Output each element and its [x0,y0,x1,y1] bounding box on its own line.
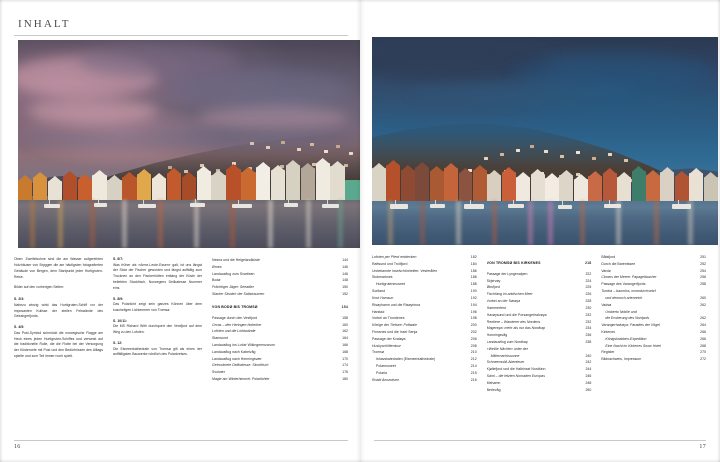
toc-entry-page: 182 [470,255,477,259]
toc-entry-page: 188 [470,275,477,280]
note-text: Was früher als «Arme-Leute-Essen» galt, ist uns längst der Stolz der Fischer geworden und längst auffällig zum Trocknen an den Fischerhütten entlang der Küste der beliebten Stockfisch, Norwegens Delikatesse Nummer eins. [113,262,203,290]
toc-entry-page: 226 [585,292,592,297]
toc-entry[interactable] [487,339,592,346]
toc-entry-title: Passage durch den Vestfjord [212,315,258,320]
page-title: INHALT [18,18,71,30]
toc-entry-page: 238 [585,339,592,344]
note-block [14,325,103,360]
toc-entry[interactable] [487,284,592,291]
toc-entry[interactable] [601,254,706,261]
note-block [14,297,103,320]
toc-entry-page: 206 [470,336,477,341]
note-text: Das Post-Symbol schmückt die norwegische Flagge am Heck eines jeden Hurtigruten-Schiffes und verweist auf die traditionelle Rolle, die die Flotte bei der Versorgung der Küstenorte mit Post und den Bedürfnissen des Alltags spielte und zum Teil immer noch spielt. [14,330,104,359]
toc-entry-page: 240 [585,353,592,358]
toc-entry[interactable] [372,309,477,316]
toc-entry-title: «Weiße Nächte» unter der [486,346,528,351]
toc-entry[interactable] [372,295,477,302]
toc-entry[interactable] [487,387,592,394]
toc-entry-title: Vadsø [601,302,612,307]
toc-entry[interactable] [487,366,592,373]
toc-entry-page: 216 [470,377,477,382]
notes-column-2 [113,257,202,383]
toc-entry[interactable] [601,336,706,343]
toc-entry-title: Tromsø [372,350,384,355]
note-heading: S. 10/11: [113,318,128,323]
toc-column-rp-left [372,254,477,393]
note-heading: S. 2/3: [14,297,25,302]
toc-entry-page: 244 [585,367,592,372]
notes-column-1 [14,257,103,383]
toc-entry-page: 230 [585,305,592,310]
toc-entry[interactable] [212,349,348,356]
toc-entry-page: 188 [470,282,477,287]
toc-entry[interactable] [487,373,592,380]
toc-entry-title: Sámi – die letzten Nomaden Europas [486,374,545,378]
toc-entry-page: 164 [342,336,349,341]
toc-entry-title: Umberto Nobile und [605,309,637,314]
toc-entry[interactable] [601,343,706,350]
toc-entry-title: Stokmarknes [372,275,393,280]
toc-entry-page: 170 [342,356,349,361]
toc-entry-title: Båtsfjord [601,255,616,259]
toc-entry-page: 268 [700,343,707,348]
toc-entry[interactable] [601,281,706,288]
toc-entry[interactable] [212,291,348,298]
toc-entry-page: 242 [585,360,592,365]
note-text: Nahezu winzig wirkt das Hurtigruten-Schiff vor der imposanten Kulisse der steilen Felswände des Geirangerfjords. [14,302,104,319]
toc-entry-title: Roald Amundsen [372,377,399,382]
toc-entry[interactable] [372,377,477,384]
note-text: Bilder auf den vorherigen Seiten: [14,285,65,290]
note-text: Das Polarlicht zeigt sein ganzes Können über dem kuscheligen Lichtermeer von Tromsø. [113,302,203,313]
left-page-columns [14,257,348,383]
toc-entry-title: Durch die Barentssee [601,261,636,266]
toc-entry-page: 160 [342,322,349,327]
note-block [14,257,103,280]
toc-entry-page: 210 [470,350,477,355]
toc-entry-page: 168 [342,349,349,354]
toc-entry-title: Eine Nacht im Kirkenes Snow Hotel [605,343,661,348]
toc-entry-title: Hurtigrutenmuseet [376,282,405,287]
toc-entry-page: 214 [470,364,477,368]
toc-entry-title: Svolvær [212,370,225,375]
toc-entry-page: 194 [470,302,477,307]
toc-entry-page: 146 [342,264,349,269]
toc-entry-title: Fischfang im arktischen Meer [486,292,533,297]
page-number: 16 [14,444,21,450]
note-block [113,257,202,292]
toc-entry-title: Berlevåg [486,387,501,392]
toc-entry-page: 144 [342,258,349,262]
toc-entry-title: VON BODØ BIS TROMSØ [212,304,258,309]
toc-entry-title: Hammerfest [486,305,506,310]
toc-entry-title: und dennoch artenreich [605,295,643,300]
toc-entry-page: 186 [470,268,477,273]
toc-entry-title: Rentiere – Wanderer des Nordens [486,319,541,324]
toc-entry[interactable] [487,359,592,366]
toc-entry-page: 154 [341,304,349,309]
toc-entry-page: 176 [342,370,349,375]
toc-entry-title: Prächtiger Jäger: Seeadler [212,285,254,290]
toc-entry[interactable] [487,260,592,267]
toc-entry[interactable] [372,349,477,356]
toc-entry-page: 192 [470,295,477,300]
toc-entry[interactable] [372,329,477,336]
page-edge-top [0,0,720,3]
toc-entry-page: 225 [585,285,592,290]
right-page-columns [372,254,706,393]
page-number: 17 [699,444,706,450]
toc-entry-title: Havøysund und die Porsangerhalvøya [486,312,547,317]
note-block [113,319,202,336]
toc-entry-page: 166 [342,342,349,347]
toc-entry[interactable] [212,277,348,284]
toc-entry-page: 262 [700,316,707,321]
bryggen-waterfront-row [18,156,360,200]
note-heading: S. 8/9: [113,296,124,301]
toc-entry-page: 258 [700,282,707,287]
toc-entry[interactable] [601,349,706,356]
toc-entry-page: 252 [700,261,707,266]
toc-entry-title: Risøyhamn und die Risøyrinna [372,302,421,307]
footer-divider [374,440,706,441]
toc-entry-page: 222 [585,271,592,276]
right-page-footer [374,440,706,450]
toc-entry-title: die Eroberung des Nordpols [605,316,650,321]
toc-entry-page: 266 [700,329,707,334]
toc-entry-title: Ørnes [212,264,222,269]
toc-entry-page: 270 [700,350,707,355]
toc-entry-title: Polarmuseet [376,364,396,368]
toc-entry-title: Starker Strudel: der Saltstraumen [212,292,265,297]
toc-entry[interactable] [487,353,592,360]
toc-entry[interactable] [372,274,477,281]
toc-entry-page: 262 [700,302,707,307]
toc-entry-page: 200 [470,323,477,328]
toc-entry-page: 256 [700,275,707,280]
toc-entry-page: 248 [585,380,592,385]
toc-entry-page: 215 [470,370,477,375]
toc-entry-title: Könige der Tiefsee: Pottwale [372,323,417,328]
toc-entry-title: Tundra – baumlos, moordurchsetzt [601,289,656,294]
toc-column-rp-right [601,254,706,393]
toc-entry-title: Knut Hamsun [372,295,394,300]
toc-entry-title: Bodø [212,278,221,283]
toc-entry-title: Vardø [601,268,611,273]
toc-entry-page: 180 [342,377,349,381]
toc-entry-title: Honningsvåg [486,333,508,338]
toc-entry-title: Sortland [372,289,386,294]
toc-entry[interactable] [487,298,592,305]
water-reflection [372,201,718,245]
toc-entry[interactable] [601,274,706,281]
toc-entry-title: Vorbei an der Sørøya [486,299,521,304]
toc-entry[interactable] [372,288,477,295]
toc-entry-page: 198 [470,316,477,321]
toc-entry-title: Unbekannte Inselschönheiten: Vesterålen [372,268,438,273]
toc-entry[interactable] [372,363,477,370]
hero-photo-left-half [18,40,360,248]
toc-entry-page: 218 [584,261,592,265]
toc-entry[interactable] [487,305,592,312]
toc-entry[interactable] [601,356,706,363]
toc-entry[interactable] [601,315,706,322]
toc-entry[interactable] [487,380,592,387]
toc-entry-title: Finnsnes und die Insel Senja [372,329,418,334]
toc-entry[interactable] [372,370,477,377]
toc-entry[interactable] [372,322,477,329]
toc-entry[interactable] [212,342,348,349]
toc-entry[interactable] [487,325,592,332]
harbourfront-row [372,151,718,201]
toc-entry-title: Skjervøy [486,278,501,283]
toc-entry-page: 152 [342,292,349,297]
toc-entry-title: Orcas – den Heringen hinterher [212,322,262,327]
toc-entry[interactable] [601,302,706,309]
toc-entry[interactable] [372,281,477,288]
toc-entry-title: Nesna und die Helgelandküste [212,258,260,262]
toc-entry[interactable] [372,302,477,309]
toc-entry-page: 234 [585,326,592,331]
toc-entry-page: 162 [342,329,349,334]
toc-entry[interactable] [212,271,348,278]
toc-entry-title: VON TROMSØ BIS KIRKENES [486,261,541,265]
toc-entry[interactable] [212,315,348,322]
toc-entry-page: 250 [585,387,592,392]
toc-entry[interactable] [601,309,706,316]
toc-entry-page: 158 [342,315,349,320]
toc-entry[interactable] [372,336,477,343]
note-block [14,285,103,291]
toc-entry-title: Lofoten per Pferd entdecken [372,255,417,259]
toc-entry-page: 264 [700,323,707,328]
toc-entry-page: 148 [342,278,349,283]
page-edge-left [0,0,3,462]
toc-entry[interactable] [487,346,592,353]
toc-entry-page: 254 [700,268,707,273]
toc-entry[interactable] [487,271,592,278]
water-reflection [18,200,360,248]
toc-entry[interactable] [601,261,706,268]
toc-entry[interactable] [487,319,592,326]
toc-entry-page: 251 [700,255,707,259]
toc-entry[interactable] [212,257,348,264]
toc-column-left-page [212,257,348,383]
toc-entry-title: Königskrabben-Expedition [605,336,647,341]
toc-entry[interactable] [372,261,477,268]
toc-entry-page: 232 [585,312,592,317]
toc-entry-page: 228 [585,299,592,304]
toc-entry[interactable] [212,328,348,335]
toc-entry-title: Øksfjord [486,285,500,290]
note-text: Oben: Zweifelsohne sind die am Wasser aufgereihten Holzhäuser von Bryggen die am häufigsten fotografierten Gebäude von Bergen, dem Startpunkt jeder Hurtigruten-Reise. [14,257,104,279]
toc-entry[interactable] [601,322,706,329]
toc-entry-title: Huskyschlittentour [372,343,401,348]
toc-entry-page: 236 [585,333,592,338]
toc-entry-page: 208 [470,343,477,348]
toc-entry-title: Stamsund [212,336,228,341]
toc-entry[interactable] [372,254,477,261]
toc-entry-title: Mehamn [486,380,501,385]
toc-entry-title: Kirkenes [601,329,616,334]
toc-entry[interactable] [372,343,477,350]
toc-entry[interactable] [372,356,477,363]
toc-entry-title: Landausflug nach Henningsvær [212,356,262,361]
toc-entry-page: 174 [342,363,349,368]
toc-entry-title: Register [601,350,615,355]
toc-entry-page: 146 [342,271,349,276]
toc-entry-title: Landausflug ins Lofotr Wikingermuseum [212,342,275,347]
toc-entry[interactable] [601,295,706,302]
toc-entry[interactable] [212,335,348,342]
toc-entry[interactable] [212,284,348,291]
toc-entry-page: 232 [585,319,592,324]
toc-entry-page: 266 [700,336,707,341]
hero-photo-right-half [372,37,718,245]
toc-entry-page: 184 [470,261,477,266]
note-text: Die MS Richard With durchquert den Vestfjord auf dem Weg zu den Lofoten. [113,324,203,335]
toc-entry[interactable] [487,291,592,298]
toc-entry-title: Vorbei an Trondenes [372,316,405,321]
note-heading: S. 12: [113,341,123,346]
toc-entry-page: 202 [470,329,477,334]
toc-entry-page: 260 [700,295,707,300]
note-block [113,297,202,314]
toc-entry[interactable] [372,268,477,275]
toc-entry-title: Schneemobil-Abenteuer [486,360,525,365]
toc-entry-title: Landausflug zum Nordkap [486,339,528,344]
footer-divider [14,440,348,441]
toc-entry-title: Kjøllefjord und die Halbinsel Nordkinn [486,367,546,372]
toc-entry-title: Raftsund und Trollfjord [372,261,408,266]
note-heading: S. 4/5: [14,325,25,330]
toc-entry[interactable] [487,332,592,339]
toc-entry-title: Mitternachtssonne [490,353,520,358]
toc-entry-page: 196 [470,309,477,314]
toc-entry-page: 190 [470,289,477,294]
toc-entry-page: 224 [585,278,592,283]
toc-entry-title: Harstad [372,309,385,314]
toc-entry[interactable] [212,322,348,329]
right-page [360,0,720,462]
toc-entry[interactable] [601,329,706,336]
toc-entry[interactable] [212,304,348,311]
header-divider [14,35,348,36]
toc-entry-title: Varangerhalvøya: Paradies der Vögel [601,323,660,328]
toc-entry[interactable] [212,369,348,376]
toc-column-rp-mid [487,254,592,393]
toc-entry-title: Passage der Kvaløya [372,336,406,341]
toc-entry[interactable] [601,268,706,275]
toc-entry-title: Magerøya: mehr als nur das Nordkap [486,326,545,331]
toc-entry-title: Ishavskatedralen (Eismeerkathedrale) [376,357,436,362]
toc-entry[interactable] [212,362,348,369]
toc-entry-title: Getrocknete Delikatesse: Stockfisch [212,363,269,368]
toc-entry[interactable] [487,278,592,285]
toc-entry[interactable] [601,288,706,295]
note-text: Die Eismeerkathedrale von Tromsø gilt als eines der auffälligsten Bauwerke nördlich des Polarkreises. [113,346,203,357]
toc-entry-title: Passage des Varangerfjords [601,282,646,287]
toc-entry-title: Clowns der Meere: Papageitaucher [601,275,657,280]
toc-entry-title: Bildnachweis, Impressum [601,357,642,362]
toc-entry-title: Polaria [376,370,387,375]
toc-entry-page: 150 [342,285,349,290]
toc-entry-title: Landausflug zum Svartisen [212,271,255,276]
toc-entry-title: Magie am Winterhimmel: Polarlichter [212,377,270,381]
toc-entry[interactable] [212,264,348,271]
note-block [113,341,202,358]
toc-entry[interactable] [212,376,348,383]
toc-entry-title: Landausflug nach Kabelvåg [212,349,256,354]
toc-entry[interactable] [487,312,592,319]
note-heading: S. 6/7: [113,257,124,261]
left-page-footer [14,440,348,450]
toc-entry[interactable] [372,315,477,322]
toc-entry-page: 272 [700,357,707,362]
toc-entry-title: Passage der Lyngenalpen [486,271,528,276]
toc-entry-title: Lofoten und die Lofotwände [212,329,256,334]
toc-entry-page: 212 [470,357,477,362]
toc-entry-page: 246 [585,374,592,378]
toc-entry[interactable] [212,356,348,363]
